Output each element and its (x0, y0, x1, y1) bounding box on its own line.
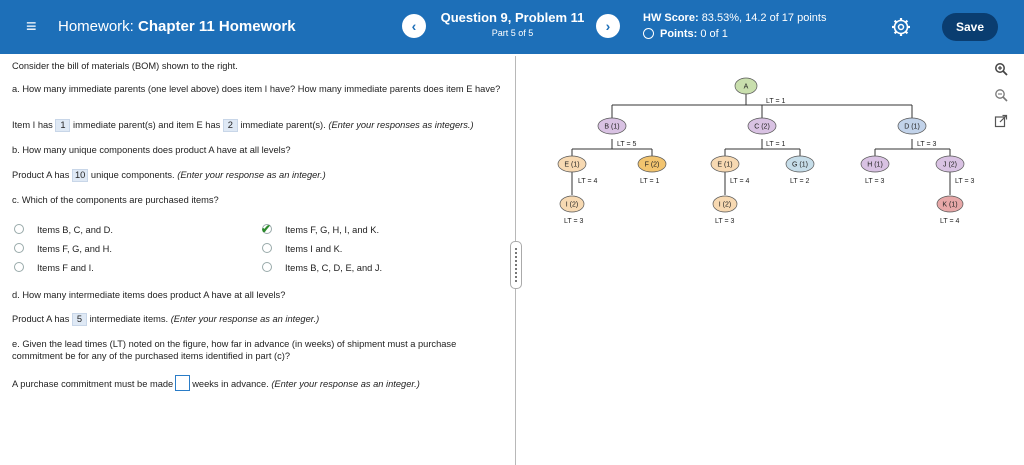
question-part: Part 5 of 5 (491, 28, 534, 38)
node-D (898, 118, 937, 148)
top-bar (0, 0, 1024, 54)
node-E2-lt: LT = 4 (730, 178, 750, 185)
node-K-lt: LT = 4 (940, 218, 960, 225)
option-1-label: Items B, C, and D. (37, 225, 113, 235)
option-2[interactable] (262, 224, 379, 236)
part-b-pre: Product A has (12, 170, 70, 180)
node-D-lt: LT = 3 (917, 141, 937, 148)
node-A (735, 78, 786, 105)
part-e-hint: (Enter your response as an integer.) (271, 379, 420, 389)
node-K-label: K (1) (942, 201, 958, 209)
node-G-lt: LT = 2 (790, 178, 810, 185)
part-d-pre: Product A has (12, 314, 70, 324)
points (643, 28, 728, 40)
option-4[interactable] (262, 243, 342, 255)
node-C-lt: LT = 1 (766, 141, 786, 148)
radio-option-6[interactable] (262, 262, 272, 272)
node-A-lt: LT = 1 (766, 98, 786, 105)
part-d-prompt: d. How many intermediate items does product A have at all levels? (12, 290, 286, 300)
part-a-answer (12, 119, 507, 132)
part-a-pre: Item I has (12, 120, 53, 130)
part-b-answer (12, 169, 507, 182)
node-D-label: D (1) (904, 123, 920, 131)
node-B (598, 118, 637, 148)
assignment-title (58, 18, 296, 35)
node-G (786, 156, 814, 185)
previous-question-button[interactable]: ‹ (402, 14, 426, 38)
part-a-answer-1[interactable]: 1 (55, 119, 70, 132)
assignment-name: Chapter 11 Homework (138, 18, 296, 35)
radio-option-3[interactable] (14, 243, 24, 253)
option-3-label: Items F, G, and H. (37, 244, 112, 254)
question-title: Question 9, Problem 11 (440, 10, 585, 25)
node-K (937, 196, 963, 225)
radio-option-5[interactable] (14, 262, 24, 272)
option-4-label: Items I and K. (285, 244, 343, 254)
node-I2-label: I (2) (718, 201, 732, 209)
node-B-lt: LT = 5 (617, 141, 637, 148)
zoom-in-icon[interactable] (994, 62, 1008, 76)
part-a-post: immediate parent(s). (240, 120, 326, 130)
node-I1-label: I (2) (565, 201, 579, 209)
points-value: 0 of 1 (700, 28, 728, 40)
part-e-pre: A purchase commitment must be made (12, 379, 174, 389)
option-2-label: Items F, G, H, I, and K. (285, 225, 380, 235)
node-I2-lt: LT = 3 (715, 218, 735, 225)
hw-score (643, 12, 826, 24)
checkmark-icon: ✔ (261, 222, 272, 236)
part-e-answer (12, 375, 507, 391)
part-c-prompt: c. Which of the components are purchased items? (12, 195, 219, 205)
save-button[interactable]: Save (942, 13, 998, 41)
part-d-answer-box[interactable]: 5 (72, 313, 87, 326)
node-I-under-E2 (713, 196, 737, 225)
node-C-label: C (2) (754, 123, 770, 131)
points-label: Points: (660, 28, 698, 40)
node-J-lt: LT = 3 (955, 178, 975, 185)
part-d-hint: (Enter your response as an integer.) (170, 314, 320, 324)
menu-icon[interactable]: ≡ (26, 16, 37, 36)
part-a-hint: (Enter your responses as integers.) (328, 120, 474, 130)
hw-score-value: 83.53%, 14.2 of 17 points (701, 12, 827, 24)
part-b-prompt: b. How many unique components does product A have at all levels? (12, 145, 291, 155)
node-J-label: J (2) (943, 161, 957, 169)
node-E2-label: E (1) (717, 161, 733, 169)
node-H (861, 156, 889, 185)
node-F-lt: LT = 1 (640, 178, 660, 185)
node-E-under-C (711, 156, 750, 185)
node-J (936, 156, 975, 185)
option-5[interactable] (14, 262, 94, 274)
hw-score-label: HW Score: (643, 12, 699, 24)
radio-option-1[interactable] (14, 224, 24, 234)
node-G-label: G (1) (792, 161, 808, 169)
part-a-answer-2[interactable]: 2 (223, 119, 238, 132)
node-F (638, 156, 666, 185)
bom-tree-diagram (520, 56, 990, 465)
option-6[interactable] (262, 262, 382, 274)
radio-option-4[interactable] (262, 243, 272, 253)
option-3[interactable] (14, 243, 112, 255)
node-E-under-B (558, 156, 598, 185)
points-circle-icon (643, 28, 654, 39)
part-b-answer-box[interactable]: 10 (72, 169, 88, 182)
next-question-button[interactable]: › (596, 14, 620, 38)
node-H-lt: LT = 3 (865, 178, 885, 185)
node-E1-lt: LT = 4 (578, 178, 598, 185)
part-d-post: intermediate items. (89, 314, 169, 324)
node-B-label: B (1) (604, 123, 620, 131)
node-C (748, 118, 786, 148)
part-b-hint: (Enter your response as an integer.) (177, 170, 326, 180)
node-F-label: F (2) (644, 161, 660, 169)
node-I1-lt: LT = 3 (564, 218, 584, 225)
part-e-post: weeks in advance. (192, 379, 269, 389)
option-6-label: Items B, C, D, E, and J. (285, 263, 383, 273)
part-a-prompt: a. How many immediate parents (one level above) does item I have? How many immediate parents does item E have? (12, 84, 501, 94)
zoom-out-icon[interactable] (994, 88, 1008, 102)
option-1[interactable] (14, 224, 113, 236)
course-prefix: Homework: (58, 18, 134, 35)
node-E1-label: E (1) (564, 161, 580, 169)
node-I-under-E1 (560, 196, 584, 225)
part-a-mid: immediate parent(s) and item E has (73, 120, 221, 130)
part-b-post: unique components. (90, 170, 175, 180)
part-d-answer (12, 313, 507, 326)
popout-icon[interactable] (994, 114, 1008, 128)
gear-icon[interactable] (891, 17, 911, 37)
node-A-label: A (743, 83, 749, 91)
part-e-prompt: e. Given the lead times (LT) noted on the figure, how far in advance (in weeks) of shipment must a purchase commitment be for any of the purchased items identified in part (c)? (12, 339, 457, 361)
node-H-label: H (1) (867, 161, 883, 169)
option-5-label: Items F and I. (37, 263, 94, 273)
question-intro: Consider the bill of materials (BOM) shown to the right. (12, 61, 238, 71)
part-e-answer-input[interactable] (175, 375, 190, 391)
